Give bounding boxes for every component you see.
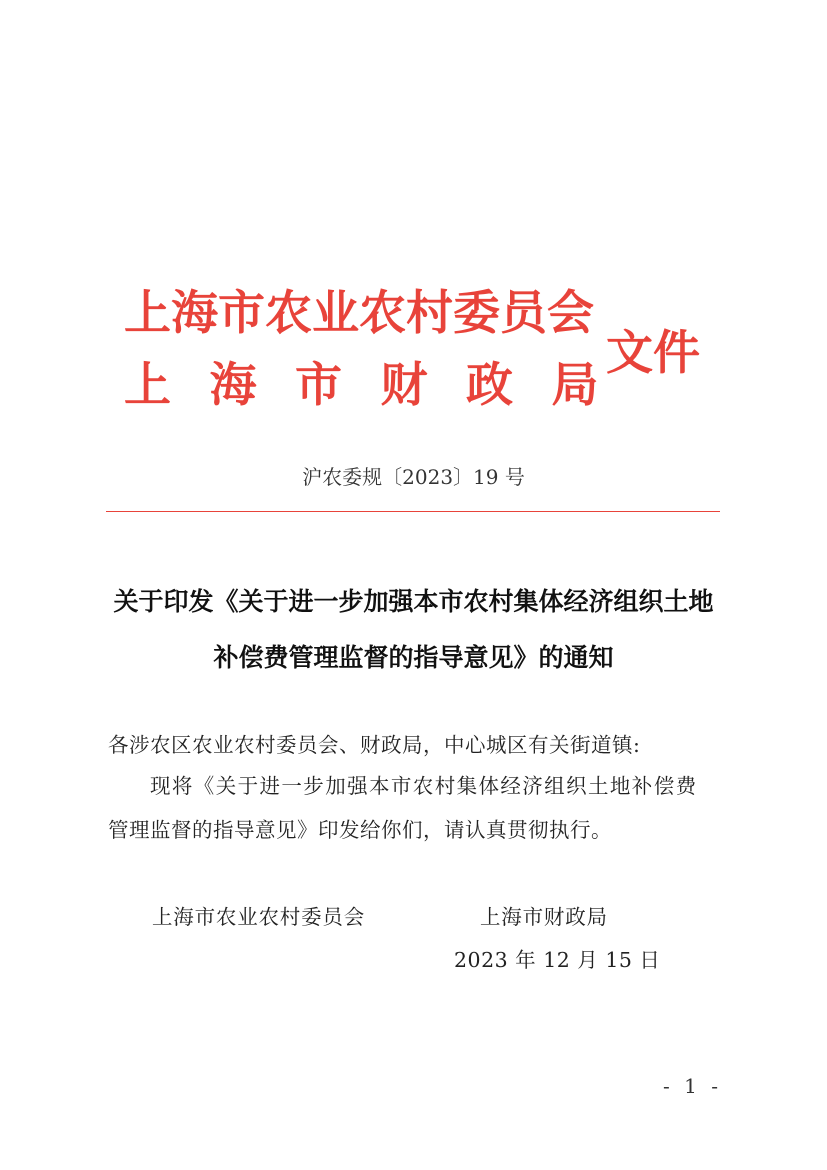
red-divider [106,511,720,512]
document-suffix: 文件 [606,326,700,381]
document-title-line-2: 补偿费管理监督的指导意见》的通知 [213,643,614,672]
body-paragraph-line-1: 现将《关于进一步加强本市农村集体经济组织土地补偿费 [150,774,698,798]
addressee: 各涉农区农业农村委员会、财政局，中心城区有关街道镇: [108,733,641,757]
issuer-finance-bureau: 上海市财政局 [124,358,637,413]
signature-finance-bureau: 上海市财政局 [480,905,608,929]
issuer-agriculture-commission: 上海市农业农村委员会 [124,286,594,341]
document-title-line-1: 关于印发《关于进一步加强本市农村集体经济组织土地 [113,587,714,616]
document-number: 沪农委规〔2023〕19 号 [302,465,525,489]
document-header [0,0,827,420]
signature-agriculture-commission: 上海市农业农村委员会 [152,905,365,929]
body-paragraph-line-2: 管理监督的指导意见》印发给你们，请认真贯彻执行。 [108,818,612,842]
page-number: - 1 - [663,1074,722,1098]
signature-date: 2023 年 12 月 15 日 [454,948,661,972]
